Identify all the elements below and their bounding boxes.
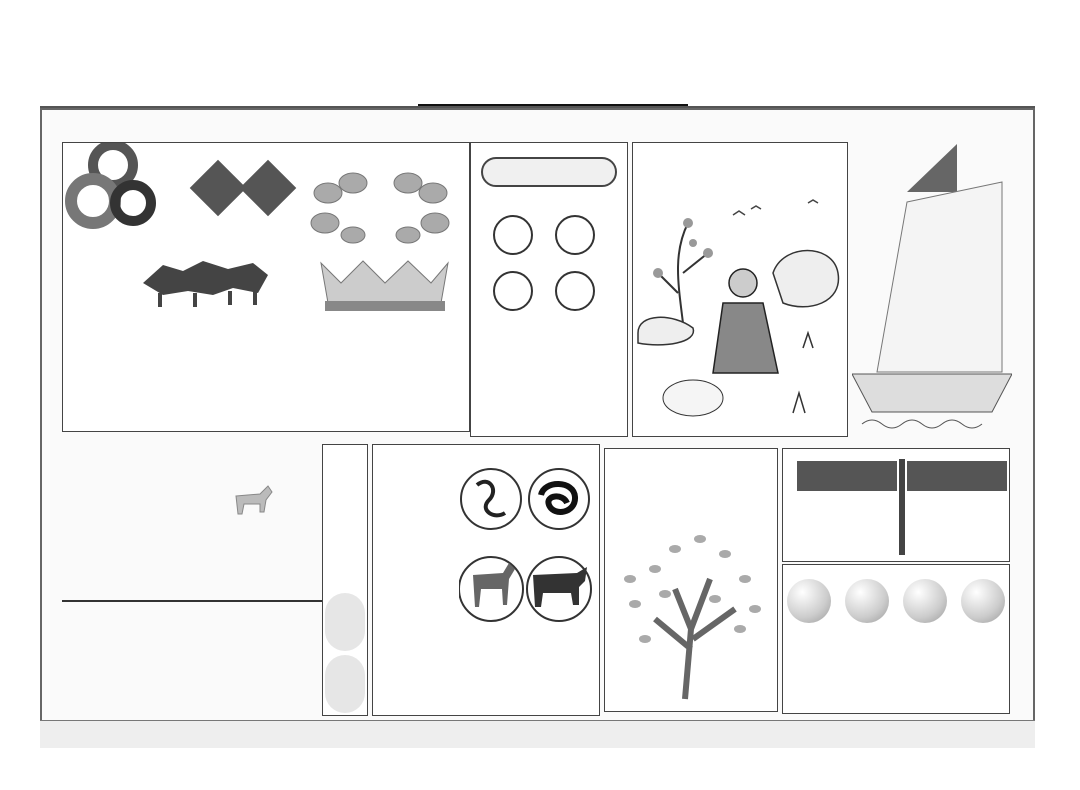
double-gall-number (325, 593, 365, 651)
sailboat-illustration (852, 142, 1012, 434)
border-strip-right (1008, 140, 1036, 730)
lucky-divider (62, 600, 322, 602)
open-tag-2 (907, 461, 1007, 491)
birds-icon (733, 200, 818, 215)
wave-icon (862, 420, 982, 428)
paper-title (450, 52, 690, 108)
lucky-section (70, 452, 320, 598)
scholar-figure-icon (713, 269, 778, 373)
number-ball (961, 579, 1005, 623)
goat-icon (230, 482, 274, 518)
seal-diamond-icon (190, 160, 297, 217)
prediction-number (555, 215, 595, 255)
zodiac-panel (372, 444, 600, 716)
swirl-logo-icon (71, 145, 151, 223)
sail-icon (877, 182, 1002, 372)
open-tag-1 (797, 461, 897, 491)
prediction-panel (470, 142, 628, 437)
prediction-number (493, 271, 533, 311)
double-gall-panel (322, 444, 368, 716)
footer-notice (40, 720, 1035, 748)
number-ball (787, 579, 831, 623)
hull-icon (852, 374, 1012, 412)
issue-number (858, 72, 938, 94)
money-tree-icon (615, 509, 769, 705)
illustration-panel (632, 142, 848, 437)
balls-panel (782, 564, 1010, 714)
logo-panel (62, 142, 470, 432)
grass-icon (793, 333, 813, 413)
plum-branch-icon (658, 223, 708, 323)
prediction-number (555, 271, 595, 311)
scholar-illustration (633, 143, 846, 435)
edition-label (955, 72, 1025, 94)
zodiac-animals (459, 455, 599, 655)
number-ball (903, 579, 947, 623)
number-ball (845, 579, 889, 623)
double-gall-number (325, 655, 365, 713)
boat-poem-panel (852, 142, 1012, 437)
crown-icon (321, 261, 448, 311)
logo-graphics (63, 143, 468, 430)
prediction-number (493, 215, 533, 255)
flag-icon (907, 144, 957, 192)
money-tree-panel (604, 448, 778, 712)
prediction-title (481, 157, 617, 187)
open-panel (782, 448, 1010, 562)
goldfish-bowl-icon (663, 380, 723, 416)
border-strip-top (46, 112, 1031, 140)
blossom-icon (653, 218, 713, 278)
open-divider (899, 459, 905, 555)
horses-icon (143, 261, 268, 307)
six-balls-icon (311, 173, 449, 243)
